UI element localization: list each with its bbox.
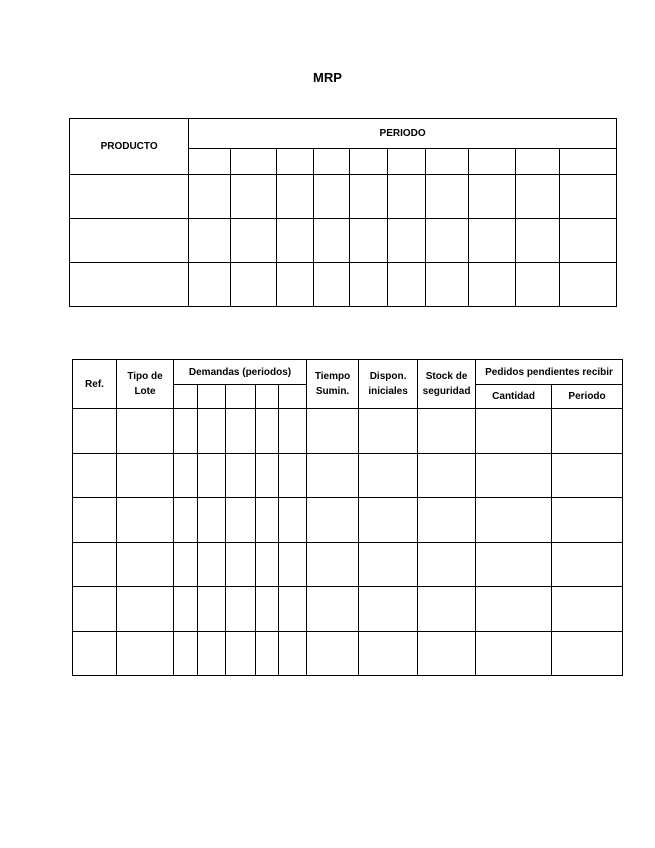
- periodo-cell[interactable]: [231, 219, 277, 263]
- demanda-cell[interactable]: [198, 542, 226, 587]
- periodo-cell[interactable]: [231, 263, 277, 307]
- tiempo-sumin-cell[interactable]: [307, 587, 359, 632]
- periodo-subheader-cell: [425, 149, 468, 175]
- producto-cell[interactable]: [70, 175, 189, 219]
- periodo-cell[interactable]: [468, 219, 515, 263]
- periodo-cell[interactable]: [189, 219, 231, 263]
- demanda-cell[interactable]: [256, 498, 279, 543]
- demanda-cell[interactable]: [256, 631, 279, 676]
- periodo-cell[interactable]: [425, 219, 468, 263]
- demanda-cell[interactable]: [226, 453, 256, 498]
- periodo-cell[interactable]: [350, 175, 388, 219]
- cantidad-cell[interactable]: [476, 409, 552, 454]
- dispon-iniciales-cell[interactable]: [359, 631, 418, 676]
- demanda-cell[interactable]: [198, 409, 226, 454]
- tipo-lote-cell[interactable]: [117, 542, 174, 587]
- ref-cell[interactable]: [73, 498, 117, 543]
- demanda-cell[interactable]: [279, 631, 307, 676]
- periodo-cell[interactable]: [559, 263, 616, 307]
- dispon-iniciales-cell[interactable]: [359, 498, 418, 543]
- periodo-cell[interactable]: [552, 409, 623, 454]
- stock-seguridad-cell[interactable]: [418, 587, 476, 632]
- producto-cell[interactable]: [70, 263, 189, 307]
- demanda-cell[interactable]: [174, 587, 198, 632]
- cantidad-cell[interactable]: [476, 498, 552, 543]
- periodo-cell[interactable]: [277, 263, 314, 307]
- mrp-product-period-table: [69, 118, 617, 307]
- periodo-cell[interactable]: [231, 175, 277, 219]
- dispon-iniciales-cell[interactable]: [359, 587, 418, 632]
- tipo-lote-cell[interactable]: [117, 587, 174, 632]
- periodo-cell[interactable]: [552, 542, 623, 587]
- demanda-cell[interactable]: [226, 409, 256, 454]
- ref-cell[interactable]: [73, 409, 117, 454]
- periodo-cell[interactable]: [388, 263, 425, 307]
- periodo-subheader-cell: [559, 149, 616, 175]
- periodo-cell[interactable]: [314, 263, 350, 307]
- periodo-subheader-cell: [314, 149, 350, 175]
- demanda-cell[interactable]: [198, 587, 226, 632]
- ref-cell[interactable]: [73, 587, 117, 632]
- periodo-cell[interactable]: [552, 631, 623, 676]
- demanda-cell[interactable]: [256, 409, 279, 454]
- cantidad-cell[interactable]: [476, 587, 552, 632]
- demanda-cell[interactable]: [174, 631, 198, 676]
- periodo-subheader-cell: [350, 149, 388, 175]
- periodo-cell[interactable]: [189, 263, 231, 307]
- demanda-cell[interactable]: [174, 498, 198, 543]
- dispon-iniciales-cell[interactable]: [359, 542, 418, 587]
- demanda-subheader-cell: [256, 385, 279, 409]
- tipo-lote-cell[interactable]: [117, 409, 174, 454]
- tiempo-sumin-header: Tiempo Sumin.: [307, 360, 359, 409]
- table-row: [73, 631, 623, 676]
- table-row: [70, 263, 617, 307]
- periodo-cell[interactable]: [277, 219, 314, 263]
- demanda-cell[interactable]: [279, 542, 307, 587]
- table-row: [73, 453, 623, 498]
- table-row: [73, 498, 623, 543]
- stock-seguridad-cell[interactable]: [418, 542, 476, 587]
- demanda-cell[interactable]: [174, 542, 198, 587]
- demanda-cell[interactable]: [174, 453, 198, 498]
- tipo-lote-header: Tipo de Lote: [117, 360, 174, 409]
- demanda-cell[interactable]: [198, 453, 226, 498]
- periodo-header: PERIODO: [189, 119, 617, 149]
- tiempo-sumin-cell[interactable]: [307, 453, 359, 498]
- producto-header: PRODUCTO: [70, 119, 189, 175]
- periodo-cell[interactable]: [559, 219, 616, 263]
- periodo-cell[interactable]: [468, 175, 515, 219]
- cantidad-cell[interactable]: [476, 631, 552, 676]
- stock-seguridad-cell[interactable]: [418, 631, 476, 676]
- periodo-subheader-cell: [468, 149, 515, 175]
- periodo-cell[interactable]: [277, 175, 314, 219]
- periodo-cell[interactable]: [515, 263, 559, 307]
- periodo-subheader-cell: [388, 149, 425, 175]
- demanda-subheader-cell: [174, 385, 198, 409]
- periodo-cell[interactable]: [515, 219, 559, 263]
- demanda-cell[interactable]: [279, 498, 307, 543]
- periodo-cell[interactable]: [388, 175, 425, 219]
- dispon-iniciales-header: Dispon. iniciales: [359, 360, 418, 409]
- demanda-cell[interactable]: [256, 453, 279, 498]
- demanda-cell[interactable]: [256, 542, 279, 587]
- periodo-subheader: Periodo: [552, 385, 623, 409]
- table-row: [70, 219, 617, 263]
- producto-cell[interactable]: [70, 219, 189, 263]
- periodo-cell[interactable]: [559, 175, 616, 219]
- demanda-cell[interactable]: [198, 498, 226, 543]
- mrp-item-master-table: [72, 359, 623, 676]
- tipo-lote-cell[interactable]: [117, 453, 174, 498]
- demanda-subheader-cell: [198, 385, 226, 409]
- tipo-lote-cell[interactable]: [117, 631, 174, 676]
- periodo-cell[interactable]: [468, 263, 515, 307]
- pedidos-pendientes-header: Pedidos pendientes recibir: [476, 360, 623, 385]
- periodo-cell[interactable]: [350, 219, 388, 263]
- dispon-iniciales-cell[interactable]: [359, 453, 418, 498]
- table-row: [70, 175, 617, 219]
- cantidad-header: Cantidad: [476, 385, 552, 409]
- cantidad-cell[interactable]: [476, 542, 552, 587]
- page-title: MRP: [313, 70, 342, 85]
- stock-seguridad-cell[interactable]: [418, 453, 476, 498]
- periodo-cell[interactable]: [552, 453, 623, 498]
- demanda-cell[interactable]: [226, 498, 256, 543]
- table-row: [73, 409, 623, 454]
- demanda-cell[interactable]: [256, 587, 279, 632]
- periodo-cell[interactable]: [350, 263, 388, 307]
- periodo-subheader-cell: [515, 149, 559, 175]
- demanda-subheader-cell: [279, 385, 307, 409]
- tiempo-sumin-cell[interactable]: [307, 631, 359, 676]
- periodo-cell[interactable]: [314, 219, 350, 263]
- tiempo-sumin-cell[interactable]: [307, 542, 359, 587]
- demanda-cell[interactable]: [279, 587, 307, 632]
- table-row: [73, 542, 623, 587]
- periodo-cell[interactable]: [388, 219, 425, 263]
- periodo-cell[interactable]: [314, 175, 350, 219]
- periodo-subheader-cell: [277, 149, 314, 175]
- periodo-cell[interactable]: [552, 587, 623, 632]
- stock-seguridad-header: Stock de seguridad: [418, 360, 476, 409]
- demanda-cell[interactable]: [226, 587, 256, 632]
- cantidad-cell[interactable]: [476, 453, 552, 498]
- table-row: [73, 587, 623, 632]
- tiempo-sumin-cell[interactable]: [307, 498, 359, 543]
- periodo-cell[interactable]: [425, 175, 468, 219]
- tipo-lote-cell[interactable]: [117, 498, 174, 543]
- dispon-iniciales-cell[interactable]: [359, 409, 418, 454]
- periodo-cell[interactable]: [515, 175, 559, 219]
- ref-cell[interactable]: [73, 453, 117, 498]
- periodo-cell[interactable]: [189, 175, 231, 219]
- demanda-subheader-cell: [226, 385, 256, 409]
- ref-header: Ref.: [73, 360, 117, 409]
- demanda-cell[interactable]: [226, 542, 256, 587]
- demanda-cell[interactable]: [226, 631, 256, 676]
- ref-cell[interactable]: [73, 542, 117, 587]
- tiempo-sumin-cell[interactable]: [307, 409, 359, 454]
- periodo-subheader-cell: [231, 149, 277, 175]
- periodo-cell[interactable]: [425, 263, 468, 307]
- stock-seguridad-cell[interactable]: [418, 498, 476, 543]
- demanda-cell[interactable]: [279, 409, 307, 454]
- demanda-cell[interactable]: [198, 631, 226, 676]
- demanda-cell[interactable]: [279, 453, 307, 498]
- periodo-cell[interactable]: [552, 498, 623, 543]
- demandas-header: Demandas (periodos): [174, 360, 307, 385]
- periodo-subheader-cell: [189, 149, 231, 175]
- ref-cell[interactable]: [73, 631, 117, 676]
- stock-seguridad-cell[interactable]: [418, 409, 476, 454]
- demanda-cell[interactable]: [174, 409, 198, 454]
